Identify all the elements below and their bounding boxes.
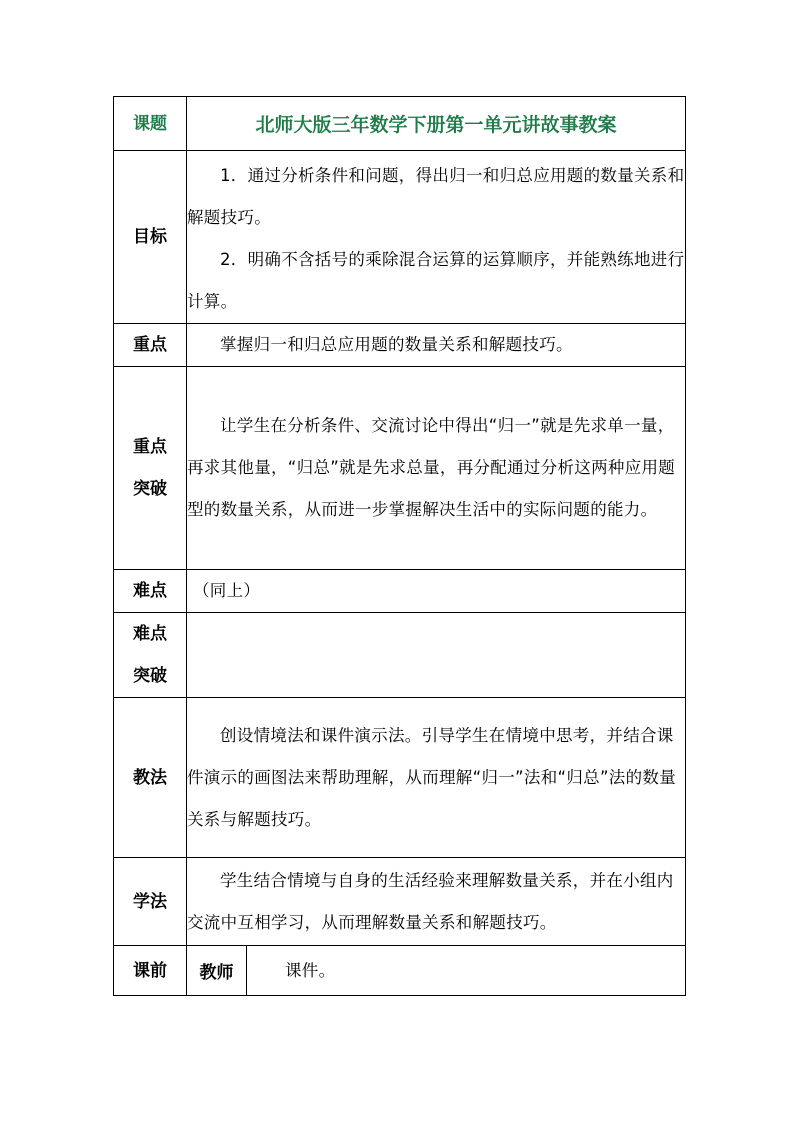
goal-label: 目标 [114, 151, 187, 324]
difficulty-content [187, 570, 686, 613]
key-text: 掌握归一和归总应用题的数量关系和解题技巧。 [220, 335, 573, 354]
prep-teacher-content [247, 946, 686, 996]
prep-label: 课前 [114, 946, 187, 996]
key-break-content [187, 367, 686, 570]
prep-teacher-text: 课件。 [285, 960, 336, 980]
difficulty-row [114, 570, 686, 613]
prep-teacher-label: 教师 [187, 946, 247, 996]
learning-method-content [187, 858, 686, 946]
learning-method-text: 学生结合情境与自身的生活经验来理解数量关系，并在小组内交流中互相学习，从而理解数量关系和解题技巧。 [187, 870, 674, 932]
title-label: 课题 [114, 97, 187, 151]
teaching-method-label: 教法 [114, 698, 187, 858]
learning-method-row [114, 858, 686, 946]
title-row [114, 97, 686, 151]
teaching-method-text: 创设情境法和课件演示法。引导学生在情境中思考，并结合课件演示的画图法来帮助理解，从而理解“归一”法和“归总”法的数量关系与解题技巧。 [187, 725, 676, 829]
difficulty-break-label-line-1: 难点 [133, 624, 167, 644]
difficulty-text: （同上） [193, 581, 261, 600]
key-break-label-line-2: 突破 [133, 479, 167, 499]
goal-row [114, 151, 686, 324]
prep-row [114, 946, 686, 996]
key-label: 重点 [114, 324, 187, 367]
key-row [114, 324, 686, 367]
goal-content [187, 151, 686, 324]
page-title: 北师大版三年数学下册第一单元讲故事教案 [187, 97, 686, 151]
teaching-method-content [187, 698, 686, 858]
key-content [187, 324, 686, 367]
goal-paragraph-2: 2．明确不含括号的乘除混合运算的运算顺序，并能熟练地进行计算。 [187, 250, 685, 311]
teaching-method-row [114, 698, 686, 858]
key-break-text: 让学生在分析条件、交流讨论中得出“归一”就是先求单一量，再求其他量，“归总”就是先求总量，再分配通过分析这两种应用题型的数量关系，从而进一步掌握解决生活中的实际问题的能力。 [187, 416, 676, 519]
lesson-plan-table [113, 96, 686, 996]
key-break-label [114, 367, 187, 570]
difficulty-break-content [187, 613, 686, 698]
difficulty-break-row [114, 613, 686, 698]
key-break-label-line-1: 重点 [133, 437, 167, 457]
goal-paragraph-1: 1．通过分析条件和问题，得出归一和归总应用题的数量关系和解题技巧。 [187, 166, 685, 227]
difficulty-label: 难点 [114, 570, 187, 613]
difficulty-break-label-line-2: 突破 [133, 666, 167, 686]
difficulty-break-label [114, 613, 187, 698]
key-break-row [114, 367, 686, 570]
learning-method-label: 学法 [114, 858, 187, 946]
